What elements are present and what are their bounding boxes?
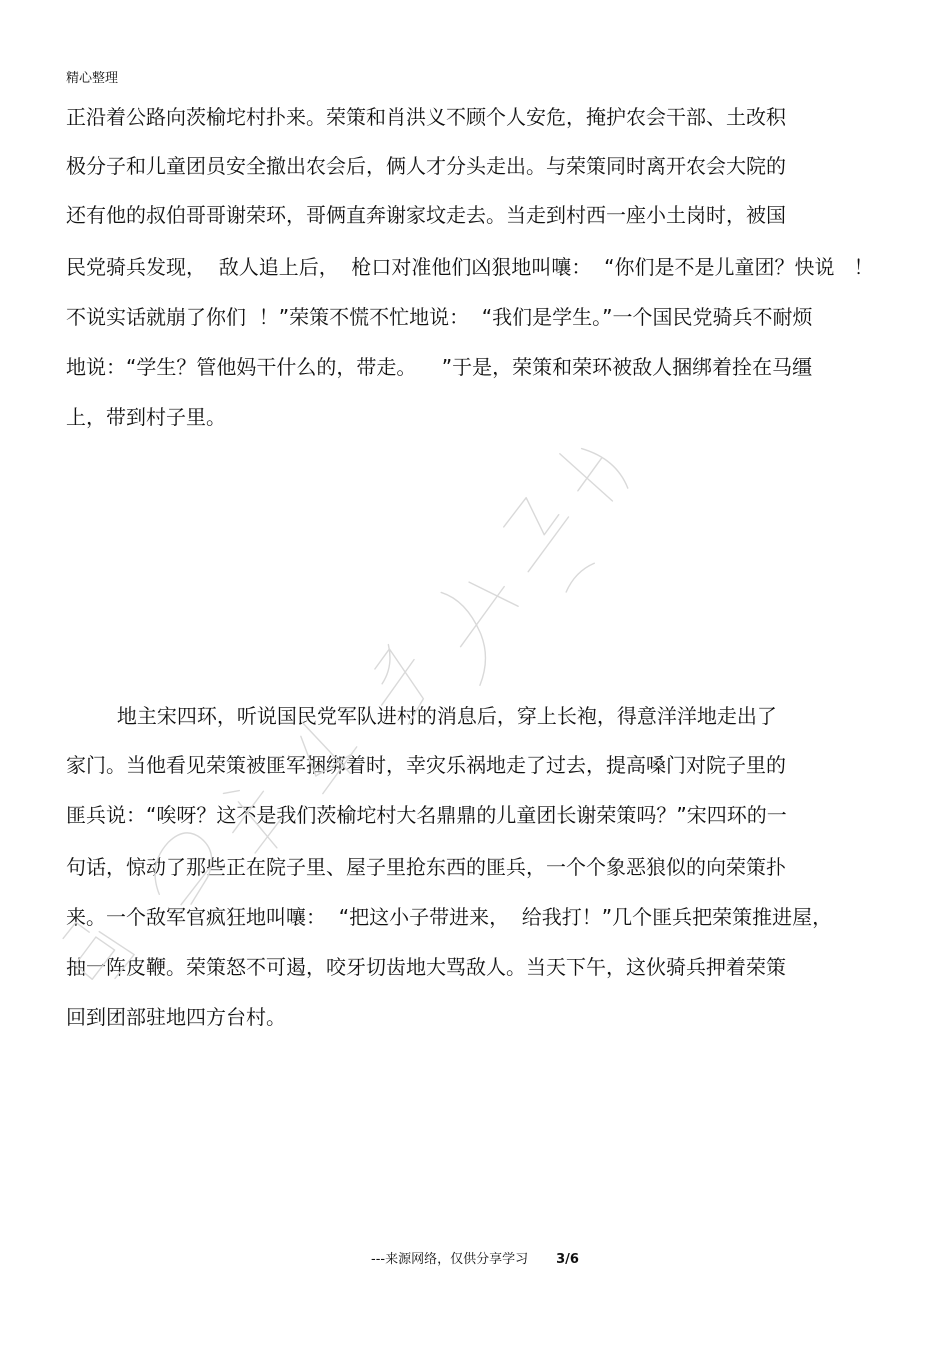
- page-number: 3/6: [556, 1252, 579, 1267]
- footer: [0, 1251, 950, 1269]
- text-line: 句话，惊动了那些正在院子里、屋子里抢东西的匪兵，一个个象恶狼似的向荣策扑: [66, 855, 786, 879]
- text-line: 上，带到村子里。: [66, 405, 226, 429]
- text-line: 匪兵说：“唉呀？这不是我们茨榆坨村大名鼎鼎的儿童团长谢荣策吗？”宋四环的一: [66, 803, 787, 827]
- text-line: 地主宋四环，听说国民党军队进村的消息后，穿上长袍，得意洋洋地走出了: [66, 704, 777, 728]
- text-line: 家门。当他看见荣策被匪军捆绑着时，幸灾乐祸地走了过去，提高嗓门对院子里的: [66, 753, 786, 777]
- text-line: 不说实话就崩了你们 ！”荣策不慌不忙地说： “我们是学生。”一个国民党骑兵不耐烦: [66, 305, 813, 329]
- text-line: 极分子和儿童团员安全撤出农会后，俩人才分头走出。与荣策同时离开农会大院的: [66, 154, 786, 178]
- text-line: 抽一阵皮鞭。荣策怒不可遏，咬牙切齿地大骂敌人。当天下午，这伙骑兵押着荣策: [66, 955, 786, 979]
- text-line: 民党骑兵发现， 敌人追上后， 枪口对准他们凶狠地叫嚷： “你们是不是儿童团？快说 ！: [66, 255, 874, 279]
- text-line: 还有他的叔伯哥哥谢荣环，哥俩直奔谢家坟走去。当走到村西一座小土岗时，被国: [66, 203, 786, 227]
- text-line: 来。一个敌军官疯狂地叫嚷： “把这小子带进来， 给我打！”几个匪兵把荣策推进屋，: [66, 905, 833, 929]
- text-line: 回到团部驻地四方台村。: [66, 1005, 286, 1029]
- text-line: 正沿着公路向茨榆坨村扑来。荣策和肖洪义不顾个人安危，掩护农会干部、土改积: [66, 105, 786, 129]
- text-line: 地说：“学生？管他妈干什么的，带走。 ”于是，荣策和荣环被敌人捆绑着拴在马缰: [66, 355, 813, 379]
- footer-source: ---来源网络，仅供分享学习: [371, 1252, 529, 1267]
- header-note: 精心整理: [66, 71, 119, 86]
